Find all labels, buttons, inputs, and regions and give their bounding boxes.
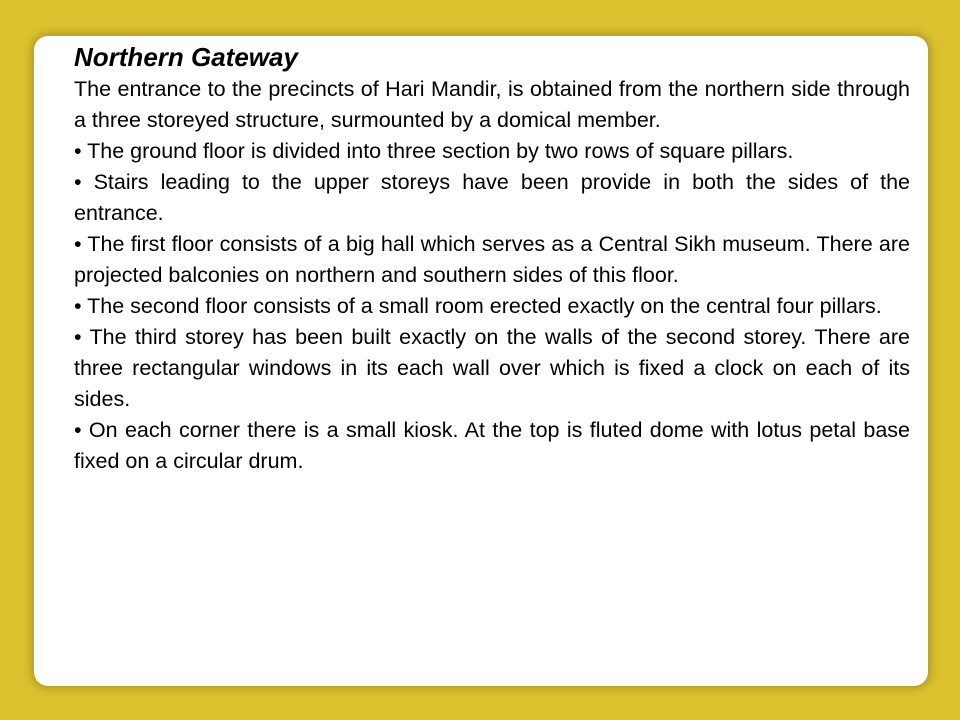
bullet-third-storey: • The third storey has been built exactly on the walls of the second storey. There are three rectangular windows in its each wall over which is fixed a clock on each of its sides. <box>74 325 910 411</box>
bullet-second-floor: • The second floor consists of a small room erected exactly on the central four pillars. <box>74 294 882 318</box>
bullet-kiosk-dome: • On each corner there is a small kiosk. At the top is fluted dome with lotus petal base fixed on a circular drum. <box>74 418 910 473</box>
bullet-ground-floor: • The ground floor is divided into three section by two rows of square pillars. <box>74 139 794 163</box>
bullet-stairs: • Stairs leading to the upper storeys have been provide in both the sides of the entrance. <box>74 170 910 225</box>
slide-title: Northern Gateway <box>74 42 298 72</box>
bullet-first-floor: • The first floor consists of a big hall which serves as a Central Sikh museum. There are projected balconies on northern and southern sides of this floor. <box>74 232 910 287</box>
intro-paragraph: The entrance to the precincts of Hari Mandir, is obtained from the northern side through a three storeyed structure, surmounted by a domical member. <box>74 77 910 132</box>
slide-content <box>74 40 910 477</box>
